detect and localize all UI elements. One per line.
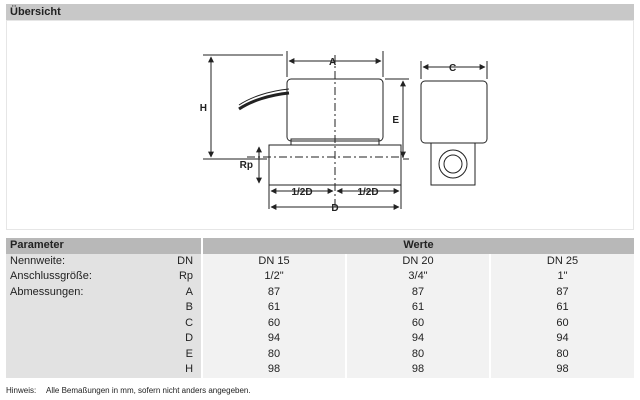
- cell-value: 61: [490, 300, 634, 316]
- cell-value: 80: [490, 347, 634, 363]
- row-unit: Rp: [156, 269, 202, 285]
- footnote: [6, 386, 251, 395]
- cell-value: 98: [202, 362, 346, 378]
- cell-value: 60: [346, 316, 490, 332]
- row-label: [6, 300, 156, 316]
- cell-value: 61: [346, 300, 490, 316]
- port-circle: [439, 150, 467, 178]
- cell-value: 87: [202, 285, 346, 301]
- cell-value: 87: [346, 285, 490, 301]
- cell-value: DN 20: [346, 254, 490, 270]
- table-row: [6, 347, 634, 363]
- table-row: [6, 285, 634, 301]
- cell-value: 1/2": [202, 269, 346, 285]
- row-label: Abmessungen:: [6, 285, 156, 301]
- cell-value: DN 25: [490, 254, 634, 270]
- footnote-text: Alle Bemaßungen in mm, sofern nicht anders angegeben.: [46, 386, 251, 395]
- row-label: [6, 316, 156, 332]
- label-e: E: [392, 115, 399, 126]
- cell-value: 3/4": [346, 269, 490, 285]
- cell-value: 94: [346, 331, 490, 347]
- table-row: [6, 316, 634, 332]
- section-title: Übersicht: [10, 6, 61, 18]
- section-header: [6, 4, 634, 20]
- row-unit: E: [156, 347, 202, 363]
- row-unit: B: [156, 300, 202, 316]
- technical-drawing: [6, 20, 634, 230]
- table-row: [6, 269, 634, 285]
- table-row: [6, 362, 634, 378]
- row-label: [6, 331, 156, 347]
- row-label: [6, 347, 156, 363]
- row-unit: C: [156, 316, 202, 332]
- row-unit: DN: [156, 254, 202, 270]
- label-c: C: [449, 63, 457, 74]
- cell-value: 60: [202, 316, 346, 332]
- table-row: [6, 300, 634, 316]
- cell-value: 94: [490, 331, 634, 347]
- table-row: [6, 331, 634, 347]
- cell-value: 94: [202, 331, 346, 347]
- header-werte: Werte: [202, 238, 634, 254]
- label-a: A: [329, 57, 337, 68]
- cell-value: 80: [202, 347, 346, 363]
- cell-value: 60: [490, 316, 634, 332]
- cell-value: DN 15: [202, 254, 346, 270]
- cell-value: 61: [202, 300, 346, 316]
- cell-value: 98: [490, 362, 634, 378]
- row-unit: H: [156, 362, 202, 378]
- valve-dimension-drawing: [7, 21, 633, 229]
- row-unit: D: [156, 331, 202, 347]
- row-label: [6, 362, 156, 378]
- label-h: H: [199, 103, 207, 114]
- row-label: Anschlussgröße:: [6, 269, 156, 285]
- end-view-body: [431, 143, 475, 185]
- label-rp: Rp: [239, 160, 253, 171]
- spec-table: [6, 238, 634, 378]
- end-view-coil: [421, 81, 487, 143]
- header-parameter: Parameter: [6, 238, 202, 254]
- label-d: D: [331, 203, 339, 214]
- table-header-row: [6, 238, 634, 254]
- cell-value: 98: [346, 362, 490, 378]
- cell-value: 87: [490, 285, 634, 301]
- label-half-left: 1/2D: [291, 187, 313, 198]
- footnote-key: Hinweis:: [6, 386, 37, 395]
- table-row: [6, 254, 634, 270]
- label-half-right: 1/2D: [357, 187, 379, 198]
- cell-value: 80: [346, 347, 490, 363]
- cell-value: 1": [490, 269, 634, 285]
- row-unit: A: [156, 285, 202, 301]
- row-label: Nennweite:: [6, 254, 156, 270]
